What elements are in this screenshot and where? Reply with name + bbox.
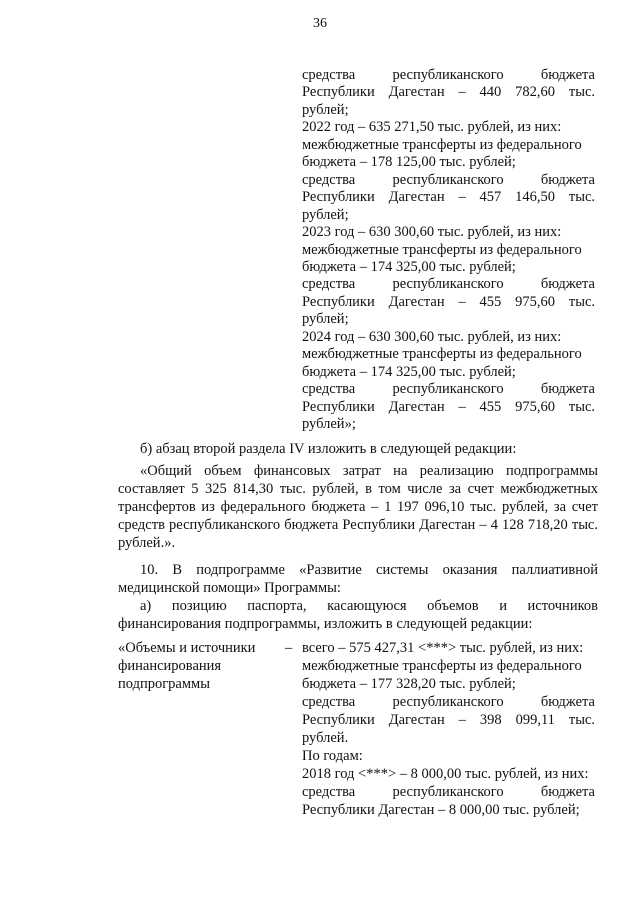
text-line: бюджета – 177 328,20 тыс. рублей; bbox=[302, 676, 516, 693]
quote-line: трансфертов из федерального бюджета – 1 197 096,10 тыс. рублей, за счет bbox=[118, 499, 598, 515]
text-line: рублей; bbox=[302, 101, 349, 118]
quote-line: средств республиканского бюджета Республики Дагестан – 4 128 718,20 тыс. bbox=[118, 517, 598, 533]
quote-line: составляет 5 325 814,30 тыс. рублей, в том числе за счет межбюджетных bbox=[118, 481, 598, 497]
item10-line: медицинской помощи» Программы: bbox=[118, 580, 341, 596]
text-line: 2018 год <***> – 8 000,00 тыс. рублей, из них: bbox=[302, 766, 589, 783]
page-number: 36 bbox=[313, 16, 327, 31]
text-line: средства республиканского бюджета bbox=[302, 276, 595, 293]
text-line: По годам: bbox=[302, 748, 363, 765]
text-line: межбюджетные трансферты из федерального bbox=[302, 346, 582, 363]
text-line: рублей»; bbox=[302, 416, 356, 432]
text-line: средства республиканского бюджета bbox=[302, 784, 595, 801]
text-line: рублей; bbox=[302, 206, 349, 223]
text-line: средства республиканского бюджета bbox=[302, 171, 595, 188]
text-line: всего – 575 427,31 <***> тыс. рублей, из них: bbox=[302, 640, 584, 656]
item10-line: 10. В подпрограмме «Развитие системы оказания паллиативной bbox=[140, 562, 598, 578]
text-line: рублей. bbox=[302, 730, 349, 747]
text-line: бюджета – 178 125,00 тыс. рублей; bbox=[302, 154, 516, 171]
text-line: средства республиканского бюджета bbox=[302, 67, 595, 83]
text-line: средства республиканского бюджета bbox=[302, 694, 595, 711]
text-line: бюджета – 174 325,00 тыс. рублей; bbox=[302, 363, 516, 380]
text-line: Республики Дагестан – 8 000,00 тыс. рублей; bbox=[302, 802, 580, 819]
text-line: 2022 год – 635 271,50 тыс. рублей, из них: bbox=[302, 119, 562, 136]
item10-line: а) позицию паспорта, касающуюся объемов и источников bbox=[140, 598, 598, 614]
quote-line: «Общий объем финансовых затрат на реализацию подпрограммы bbox=[140, 463, 598, 479]
item10-line: финансирования подпрограммы, изложить в следующей редакции: bbox=[118, 616, 533, 632]
text-line: 2024 год – 630 300,60 тыс. рублей, из них: bbox=[302, 328, 562, 345]
quote-line: рублей.». bbox=[118, 535, 176, 551]
passport-dash: – bbox=[285, 640, 293, 656]
text-line: межбюджетные трансферты из федерального bbox=[302, 136, 582, 153]
passport-label-line: «Объемы и источники bbox=[118, 640, 256, 656]
text-line: межбюджетные трансферты из федерального bbox=[302, 658, 582, 675]
text-line: Республики Дагестан – 440 782,60 тыс. bbox=[302, 84, 595, 101]
text-line: Республики Дагестан – 398 099,11 тыс. bbox=[302, 712, 595, 729]
text-line: межбюджетные трансферты из федерального bbox=[302, 241, 582, 258]
text-line: средства республиканского бюджета bbox=[302, 381, 595, 398]
text-line: Республики Дагестан – 455 975,60 тыс. bbox=[302, 293, 595, 310]
text-line: Республики Дагестан – 457 146,50 тыс. bbox=[302, 189, 595, 206]
passport-label-line: подпрограммы bbox=[118, 676, 210, 692]
text-line: Республики Дагестан – 455 975,60 тыс. bbox=[302, 398, 595, 415]
text-line: бюджета – 174 325,00 тыс. рублей; bbox=[302, 258, 516, 275]
text-line: рублей; bbox=[302, 311, 349, 328]
passport-label-line: финансирования bbox=[118, 658, 222, 674]
section-b-line: б) абзац второй раздела IV изложить в следующей редакции: bbox=[140, 441, 517, 457]
text-line: 2023 год – 630 300,60 тыс. рублей, из них: bbox=[302, 224, 562, 241]
